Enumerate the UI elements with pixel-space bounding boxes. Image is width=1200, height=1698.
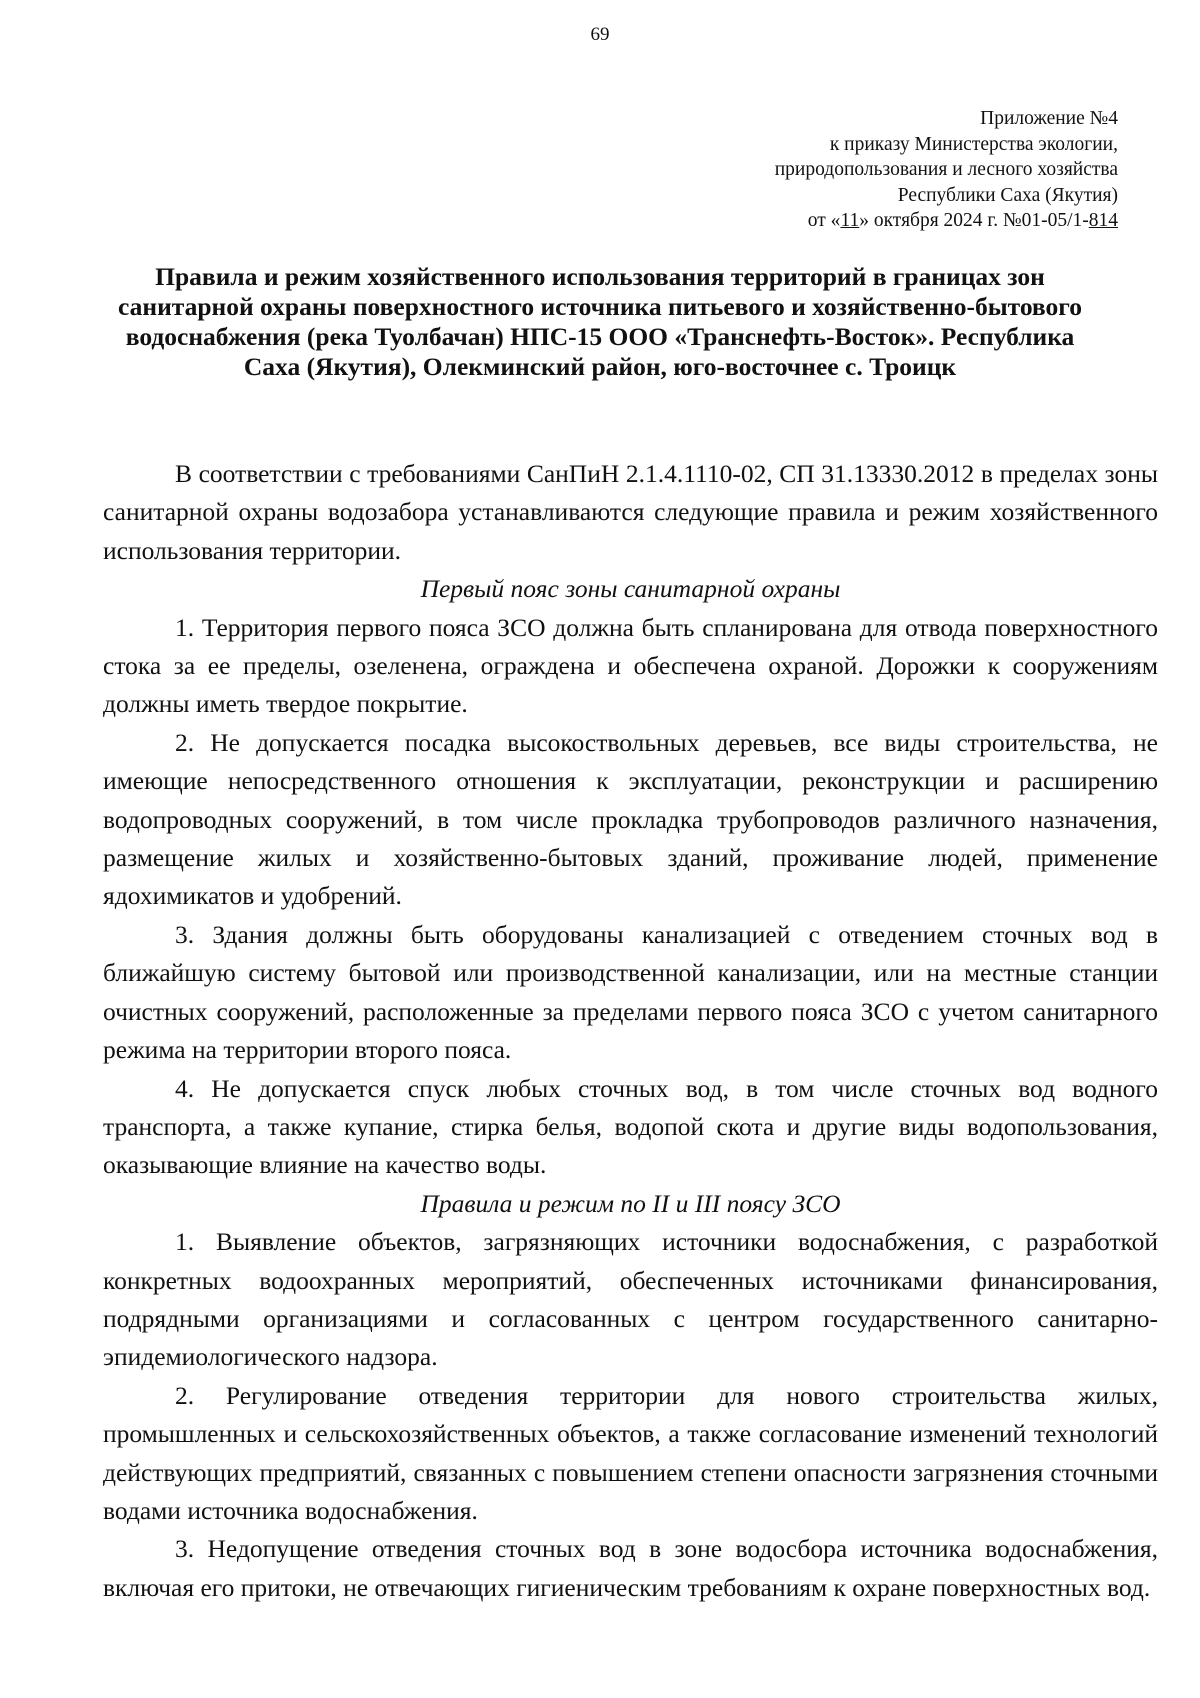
section-item: 1. Выявление объектов, загрязняющих источники водоснабжения, с разработкой конкретных водоохранных мероприятий, обеспеченных источниками финансирования, подрядными организациями и согласованных с центром государственного санитарно-эпидемиологического надзора.	[103, 1227, 1158, 1372]
appendix-header	[775, 106, 1118, 234]
appendix-line: Приложение №4	[980, 108, 1118, 129]
section-heading: Первый пояс зоны санитарной охраны	[420, 574, 841, 604]
appendix-line: к приказу Министерства экологии,	[829, 133, 1118, 155]
document-body	[103, 455, 1158, 1607]
date-day: 11	[840, 210, 860, 231]
section-item: 3. Недопущение отведения сточных вод в зоне водосбора источника водоснабжения, включая его притоки, не отвечающих гигиеническим требованиям к охране поверхностных вод.	[103, 1534, 1158, 1602]
date-middle: » октября 2024 г. №01-05/1-	[859, 210, 1089, 231]
section-item: 2. Не допускается посадка высокоствольных деревьев, все виды строительства, не имеющие непосредственного отношения к эксплуатации, реконструкции и расширению водопроводных сооружений, в том числе прокладка трубопроводов различного назначения, размещение жилых и хозяйственно-бытовых зданий, проживание людей, применение ядохимикатов и удобрений.	[103, 727, 1158, 911]
page-number: 69	[590, 24, 610, 45]
appendix-line: природопользования и лесного хозяйства	[774, 159, 1118, 180]
order-number: 814	[1088, 210, 1118, 231]
appendix-line: Республики Саха (Якутия)	[897, 184, 1118, 206]
intro-paragraph: В соответствии с требованиями СанПиН 2.1.4.1110-02, СП 31.13330.2012 в пределах зоны санитарной охраны водозабора устанавливаются следующие правила и режим хозяйственного использования территории.	[103, 459, 1158, 565]
date-prefix: от «	[807, 210, 841, 231]
section-heading: Правила и режим по II и III поясу ЗСО	[420, 1188, 841, 1218]
appendix-date-line	[775, 208, 1118, 234]
section-item: 3. Здания должны быть оборудованы канализацией с отведением сточных вод в ближайшую систему бытовой или производственной канализации, или на местные станции очистных сооружений, расположенные за пределами первого пояса ЗСО с учетом санитарного режима на территории второго пояса.	[103, 919, 1158, 1065]
section-item: 4. Не допускается спуск любых сточных вод, в том числе сточных вод водного транспорта, а также купание, стирка белья, водопой скота и другие виды водопользования, оказывающие влияние на качество воды.	[103, 1073, 1158, 1180]
section-item: 1. Территория первого пояса ЗСО должна быть спланирована для отвода поверхностного стока за ее пределы, озеленена, ограждена и обеспечена охраной. Дорожки к сооружениям должны иметь твердое покрытие.	[103, 612, 1158, 719]
document-title: Правила и режим хозяйственного использования территорий в границах зон санитарной охраны поверхностного источника питьевого и хозяйственно-бытового водоснабжения (река Туолбачан) НПС-15 ООО «Транснефть-Восток». Республика Саха (Якутия), Олекминский район, юго-восточнее с. Троицк	[118, 262, 1082, 381]
section-item: 2. Регулирование отведения территории для нового строительства жилых, промышленных и сельскохозяйственных объектов, а также согласование изменений технологий действующих предприятий, связанных с повышением степени опасности загрязнения сточными водами источника водоснабжения.	[103, 1380, 1158, 1525]
